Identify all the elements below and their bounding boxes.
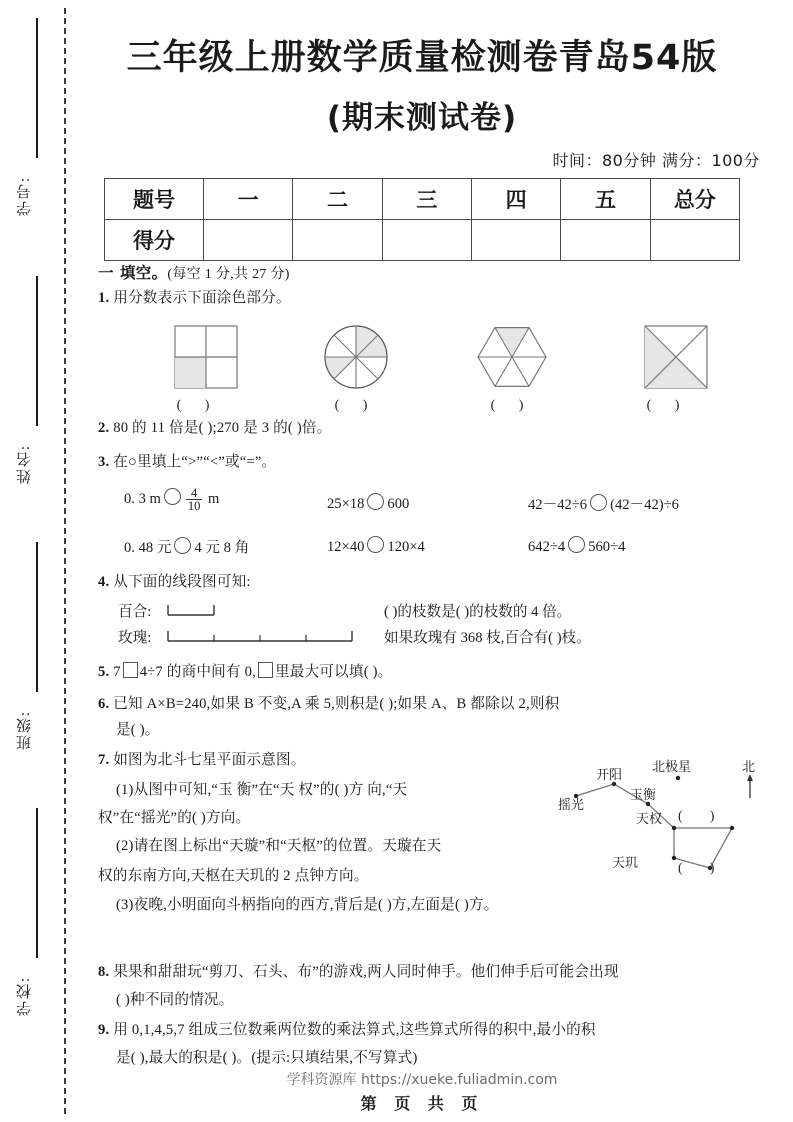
sidebar-label-name: 姓名: <box>17 444 33 485</box>
question-5-text-c[interactable]: 里最大可以填( )。 <box>274 664 393 680</box>
table-row <box>105 179 740 220</box>
compare-row-2-item-2[interactable] <box>327 536 425 556</box>
score-cell-2[interactable] <box>293 220 382 261</box>
compare-left-operand: 12×40 <box>327 539 365 555</box>
fraction-four-tenths: $\frac{4}{10}$ <box>187 486 201 513</box>
blank-box-icon[interactable] <box>258 662 273 678</box>
question-6-line-1[interactable]: 已知 A×B=240,如果 B 不变,A 乘 5,则积是( );如果 A、B 都除以 2,则积 <box>113 696 560 712</box>
star-label-polaris: 北极星 <box>652 759 692 774</box>
time-and-score-note: 时间：80分钟 满分：100分 <box>552 151 760 170</box>
question-1-blank-2[interactable]: ( ) <box>334 398 378 413</box>
question-3-number: 3. <box>98 454 110 470</box>
question-5-text-a: 7 <box>113 664 121 680</box>
question-8-line-1: 果果和甜甜玩“剪刀、石头、布”的游戏,两人同时伸手。他们伸手后可能会出现 <box>113 964 619 980</box>
question-1 <box>98 288 291 308</box>
question-7-part2-line1: (2)请在图上标出“天璇”和“天枢”的位置。天璇在天 <box>116 838 442 854</box>
compare-left-operand: 42－42÷6 <box>528 497 588 513</box>
figure-square-diagonals <box>598 322 738 413</box>
section-heading <box>98 261 290 283</box>
section-marker: 一 <box>98 265 114 282</box>
dipper-blank-1[interactable]: ( ) <box>678 808 727 823</box>
circle-blank-icon[interactable] <box>164 488 181 505</box>
circle-blank-icon[interactable] <box>174 537 191 554</box>
question-7 <box>98 750 306 770</box>
star-label-tianquan: 天权 <box>636 811 663 826</box>
compare-right-operand: (42－42)÷6 <box>610 497 679 513</box>
question-9-line-1: 用 0,1,4,5,7 组成三位数乘两位数的乘法算式,这些算式所得的积中,最小的积 <box>113 1022 596 1038</box>
question-7-text: 如图为北斗七星平面示意图。 <box>113 752 306 768</box>
question-7-part2-line2: 权的东南方向,天枢在天玑的 2 点钟方向。 <box>98 868 369 884</box>
question-3 <box>98 452 276 472</box>
seal-divider-1 <box>36 18 38 158</box>
circle-blank-icon[interactable] <box>367 493 384 510</box>
score-col-total: 总分 <box>650 179 739 220</box>
blank-box-icon[interactable] <box>123 662 138 678</box>
big-dipper-figure <box>558 756 770 878</box>
star-label-tianji: 天玑 <box>612 855 639 870</box>
question-9-line-2[interactable]: 是( ),最大的积是( )。(提示:只填结果,不写算式) <box>116 1050 418 1066</box>
question-4-text: 从下面的线段图可知: <box>113 574 251 590</box>
question-7-part1-line2[interactable]: 权”在“摇光”的( )方向。 <box>98 810 251 826</box>
question-9 <box>98 1020 596 1040</box>
score-cell-1[interactable] <box>204 220 293 261</box>
compare-row-1-item-2[interactable] <box>327 493 409 513</box>
score-col-1: 一 <box>204 179 293 220</box>
question-7-part1-line1[interactable]: (1)从图中可知,“玉 衡”在“天 权”的( )方 向,“天 <box>116 782 408 798</box>
question-6-line-2[interactable]: 是( )。 <box>116 722 160 738</box>
question-1-text: 用分数表示下面涂色部分。 <box>113 290 291 306</box>
question-6-continued <box>98 720 160 740</box>
question-4-number: 4. <box>98 574 110 590</box>
question-9-continued <box>98 1048 418 1068</box>
compare-left-operand: 642÷4 <box>528 539 566 555</box>
compare-right-operand: 4 元 8 角 <box>194 540 250 556</box>
score-cell-total[interactable] <box>650 220 739 261</box>
page-footer: 第 页 共 页 <box>360 1094 484 1113</box>
compare-left-operand: 0. 3 m <box>124 491 161 507</box>
score-col-3: 三 <box>382 179 471 220</box>
site-watermark: 学科资源库 https://xueke.fuliadmin.com <box>286 1072 558 1088</box>
compare-right-operand: 120×4 <box>387 539 425 555</box>
question-4-line-2[interactable]: 如果玫瑰有 368 枝,百合有( )枝。 <box>384 630 591 646</box>
figure-square-quarters <box>128 322 268 413</box>
section-points: (每空 1 分,共 27 分) <box>167 267 290 282</box>
compare-right-operand: 560÷4 <box>588 539 626 555</box>
sidebar-label-school: 学校: <box>17 976 33 1017</box>
compare-row-1-item-3[interactable] <box>528 493 679 514</box>
question-2-text[interactable]: 80 的 11 倍是( );270 是 3 的( )倍。 <box>113 420 332 436</box>
question-7-part3[interactable]: (3)夜晚,小明面向斗柄指向的西方,背后是( )方,左面是( )方。 <box>116 897 499 913</box>
question-2-number: 2. <box>98 420 110 436</box>
score-cell-4[interactable] <box>471 220 560 261</box>
figure-hexagon-sixths <box>442 322 582 413</box>
star-label-yaoguang: 摇光 <box>558 797 585 812</box>
question-8-number: 8. <box>98 964 110 980</box>
segment-bar-lily <box>166 602 226 618</box>
segment-bar-rose <box>166 628 366 644</box>
question-4 <box>98 572 251 592</box>
figure-circle-eighths <box>286 322 426 413</box>
score-col-4: 四 <box>471 179 560 220</box>
question-4-segment-diagram <box>84 592 760 648</box>
sidebar-label-class: 班级: <box>17 710 33 751</box>
score-cell-5[interactable] <box>561 220 650 261</box>
score-col-5: 五 <box>561 179 650 220</box>
score-row-label-points: 得分 <box>105 220 204 261</box>
question-5 <box>98 662 392 682</box>
compare-row-2-item-3[interactable] <box>528 536 625 556</box>
compare-left-operand: 0. 48 元 <box>124 540 172 556</box>
seal-divider-4 <box>36 808 38 958</box>
score-col-2: 二 <box>293 179 382 220</box>
score-row-label-question: 题号 <box>105 179 204 220</box>
content-area <box>84 0 784 1122</box>
question-3-text: 在○里填上“>”“<”或“=”。 <box>113 454 277 470</box>
page-subtitle: (期末测试卷) <box>326 100 518 136</box>
star-label-yuheng: 玉衡 <box>630 787 657 802</box>
table-row <box>105 220 740 261</box>
question-1-blank-3[interactable]: ( ) <box>490 398 534 413</box>
dipper-blank-2[interactable]: ( ) <box>678 860 727 875</box>
compare-left-operand: 25×18 <box>327 496 365 512</box>
seal-divider-2 <box>36 276 38 426</box>
question-1-blank-4[interactable]: ( ) <box>646 398 690 413</box>
section-name: 填空。 <box>120 265 168 282</box>
question-9-number: 9. <box>98 1022 110 1038</box>
question-5-text-b: 4÷7 的商中间有 0, <box>139 664 256 680</box>
circle-blank-icon[interactable] <box>568 536 585 553</box>
compare-right-unit: m <box>204 491 220 507</box>
question-7-number: 7. <box>98 752 110 768</box>
direction-label-north: 北 <box>742 759 756 774</box>
compare-row-1-item-1[interactable] <box>124 487 219 512</box>
question-1-blank-1[interactable]: ( ) <box>176 398 220 413</box>
question-4-line-1[interactable]: ( )的枝数是( )的枝数的 4 倍。 <box>384 604 572 620</box>
question-1-number: 1. <box>98 290 110 306</box>
question-5-number: 5. <box>98 664 110 680</box>
seal-divider-3 <box>36 542 38 692</box>
segment-label-rose: 玫瑰: <box>118 630 152 646</box>
seal-dashed-line <box>64 8 66 1114</box>
compare-right-operand: 600 <box>387 496 410 512</box>
segment-label-lily: 百合: <box>118 604 152 620</box>
question-1-figures <box>84 322 760 413</box>
sidebar-label-student-id: 学号: <box>17 176 33 217</box>
question-8-line-2[interactable]: ( )种不同的情况。 <box>116 992 234 1008</box>
question-6-number: 6. <box>98 696 110 712</box>
circle-blank-icon[interactable] <box>590 494 607 511</box>
question-2 <box>98 418 332 438</box>
question-8-continued <box>98 990 234 1010</box>
score-table <box>104 178 740 261</box>
question-6 <box>98 694 559 714</box>
compare-row-2-item-1[interactable] <box>124 536 249 557</box>
circle-blank-icon[interactable] <box>367 536 384 553</box>
score-cell-3[interactable] <box>382 220 471 261</box>
star-label-kaiyang: 开阳 <box>596 767 623 782</box>
seal-column <box>14 8 60 1114</box>
question-8 <box>98 962 619 982</box>
page-title: 三年级上册数学质量检测卷青岛54版 <box>126 38 718 78</box>
